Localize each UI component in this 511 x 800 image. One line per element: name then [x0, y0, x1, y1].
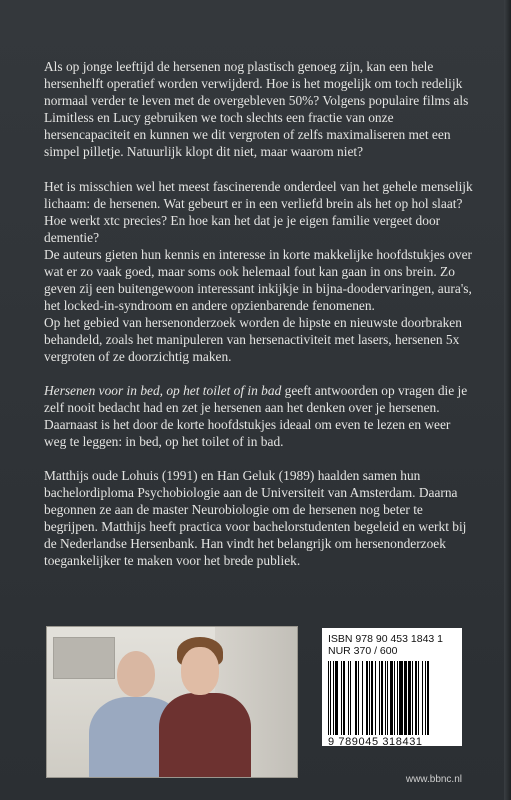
author-bio: Matthijs oude Lohuis (1991) en Han Geluk (1989) haalden samen hun bachelordiploma Psychobiologie aan de Universiteit van Amsterdam. Daarna begonnen ze aan de master Neurobiologie om de hersenen nog beter te begrijpen. Matthijs heeft practica voor bachelorstudenten begeleid en werkt bij de Nederlandse Hersenbank. Han vindt het belangrijk om hersenonderzoek toegankelijker te maken voor het brede publiek. — [44, 468, 467, 568]
publisher-website: www.bbnc.nl — [405, 774, 462, 785]
blurb-paragraph-5 — [44, 382, 474, 416]
blurb-paragraph-2: Het is misschien wel het meest fascinerende onderdeel van het gehele menselijk lichaam: de hersenen. Wat gebeurt er in een verliefd brein als het op hol slaat? Hoe werkt xtc precies? En hoe kan het dat je je eigen familie vergeet door dementie? — [44, 179, 473, 245]
blurb-paragraph-3: De auteurs gieten hun kennis en interesse in korte makkelijke hoofdstukjes over wat er zo vaak goed, maar soms ook helemaal fout kan gaan in ons brein. Zo geven zij een buitengewoon interessant inkijkje in bijna-doodervaringen, aura's, het locked-in-syndroom en andere opzienbarende fenomenen. — [44, 247, 473, 313]
barcode-box — [322, 628, 462, 746]
nur-label: NUR 370 / 600 — [328, 645, 398, 657]
blurb-paragraph-5-rest: geeft antwoorden op vragen die je zelf nooit bedacht had en zet je hersenen aan het denken over je hersenen. — [44, 383, 468, 415]
blurb-paragraph-6: Daarnaast is het door de korte hoofdstukjes ideaal om even te lezen en weer weg te leggen: in bed, op het toilet of in bad. — [44, 417, 451, 449]
blurb-text — [44, 58, 474, 569]
barcode-bars — [328, 661, 456, 735]
spine-edge — [504, 0, 511, 800]
barcode-digits: 9 789045 318431 — [328, 736, 423, 748]
authors-photo — [46, 626, 298, 778]
blurb-paragraph-4: Op het gebied van hersenonderzoek worden de hipste en nieuwste doorbraken behandeld, zoals het manipuleren van hersenactiviteit met lasers, hersenen 5x vergroten of ze doorzichtig maken. — [44, 315, 462, 364]
blurb-paragraph-1: Als op jonge leeftijd de hersenen nog plastisch genoeg zijn, kan een hele hersenhelft operatief worden verwijderd. Hoe is het mogelijk om toch redelijk normaal verder te leven met de overgebleven 50%? Volgens populaire films als Limitless en Lucy gebruiken we toch slechts een fractie van onze hersencapaciteit en kunnen we dit vergroten of zelfs maximaliseren met een simpel pilletje. Natuurlijk klopt dit niet, maar waarom niet? — [44, 59, 469, 159]
book-title-italic: Hersenen voor in bed, op het toilet of in bad — [44, 383, 282, 398]
isbn-label: ISBN 978 90 453 1843 1 — [328, 633, 444, 645]
